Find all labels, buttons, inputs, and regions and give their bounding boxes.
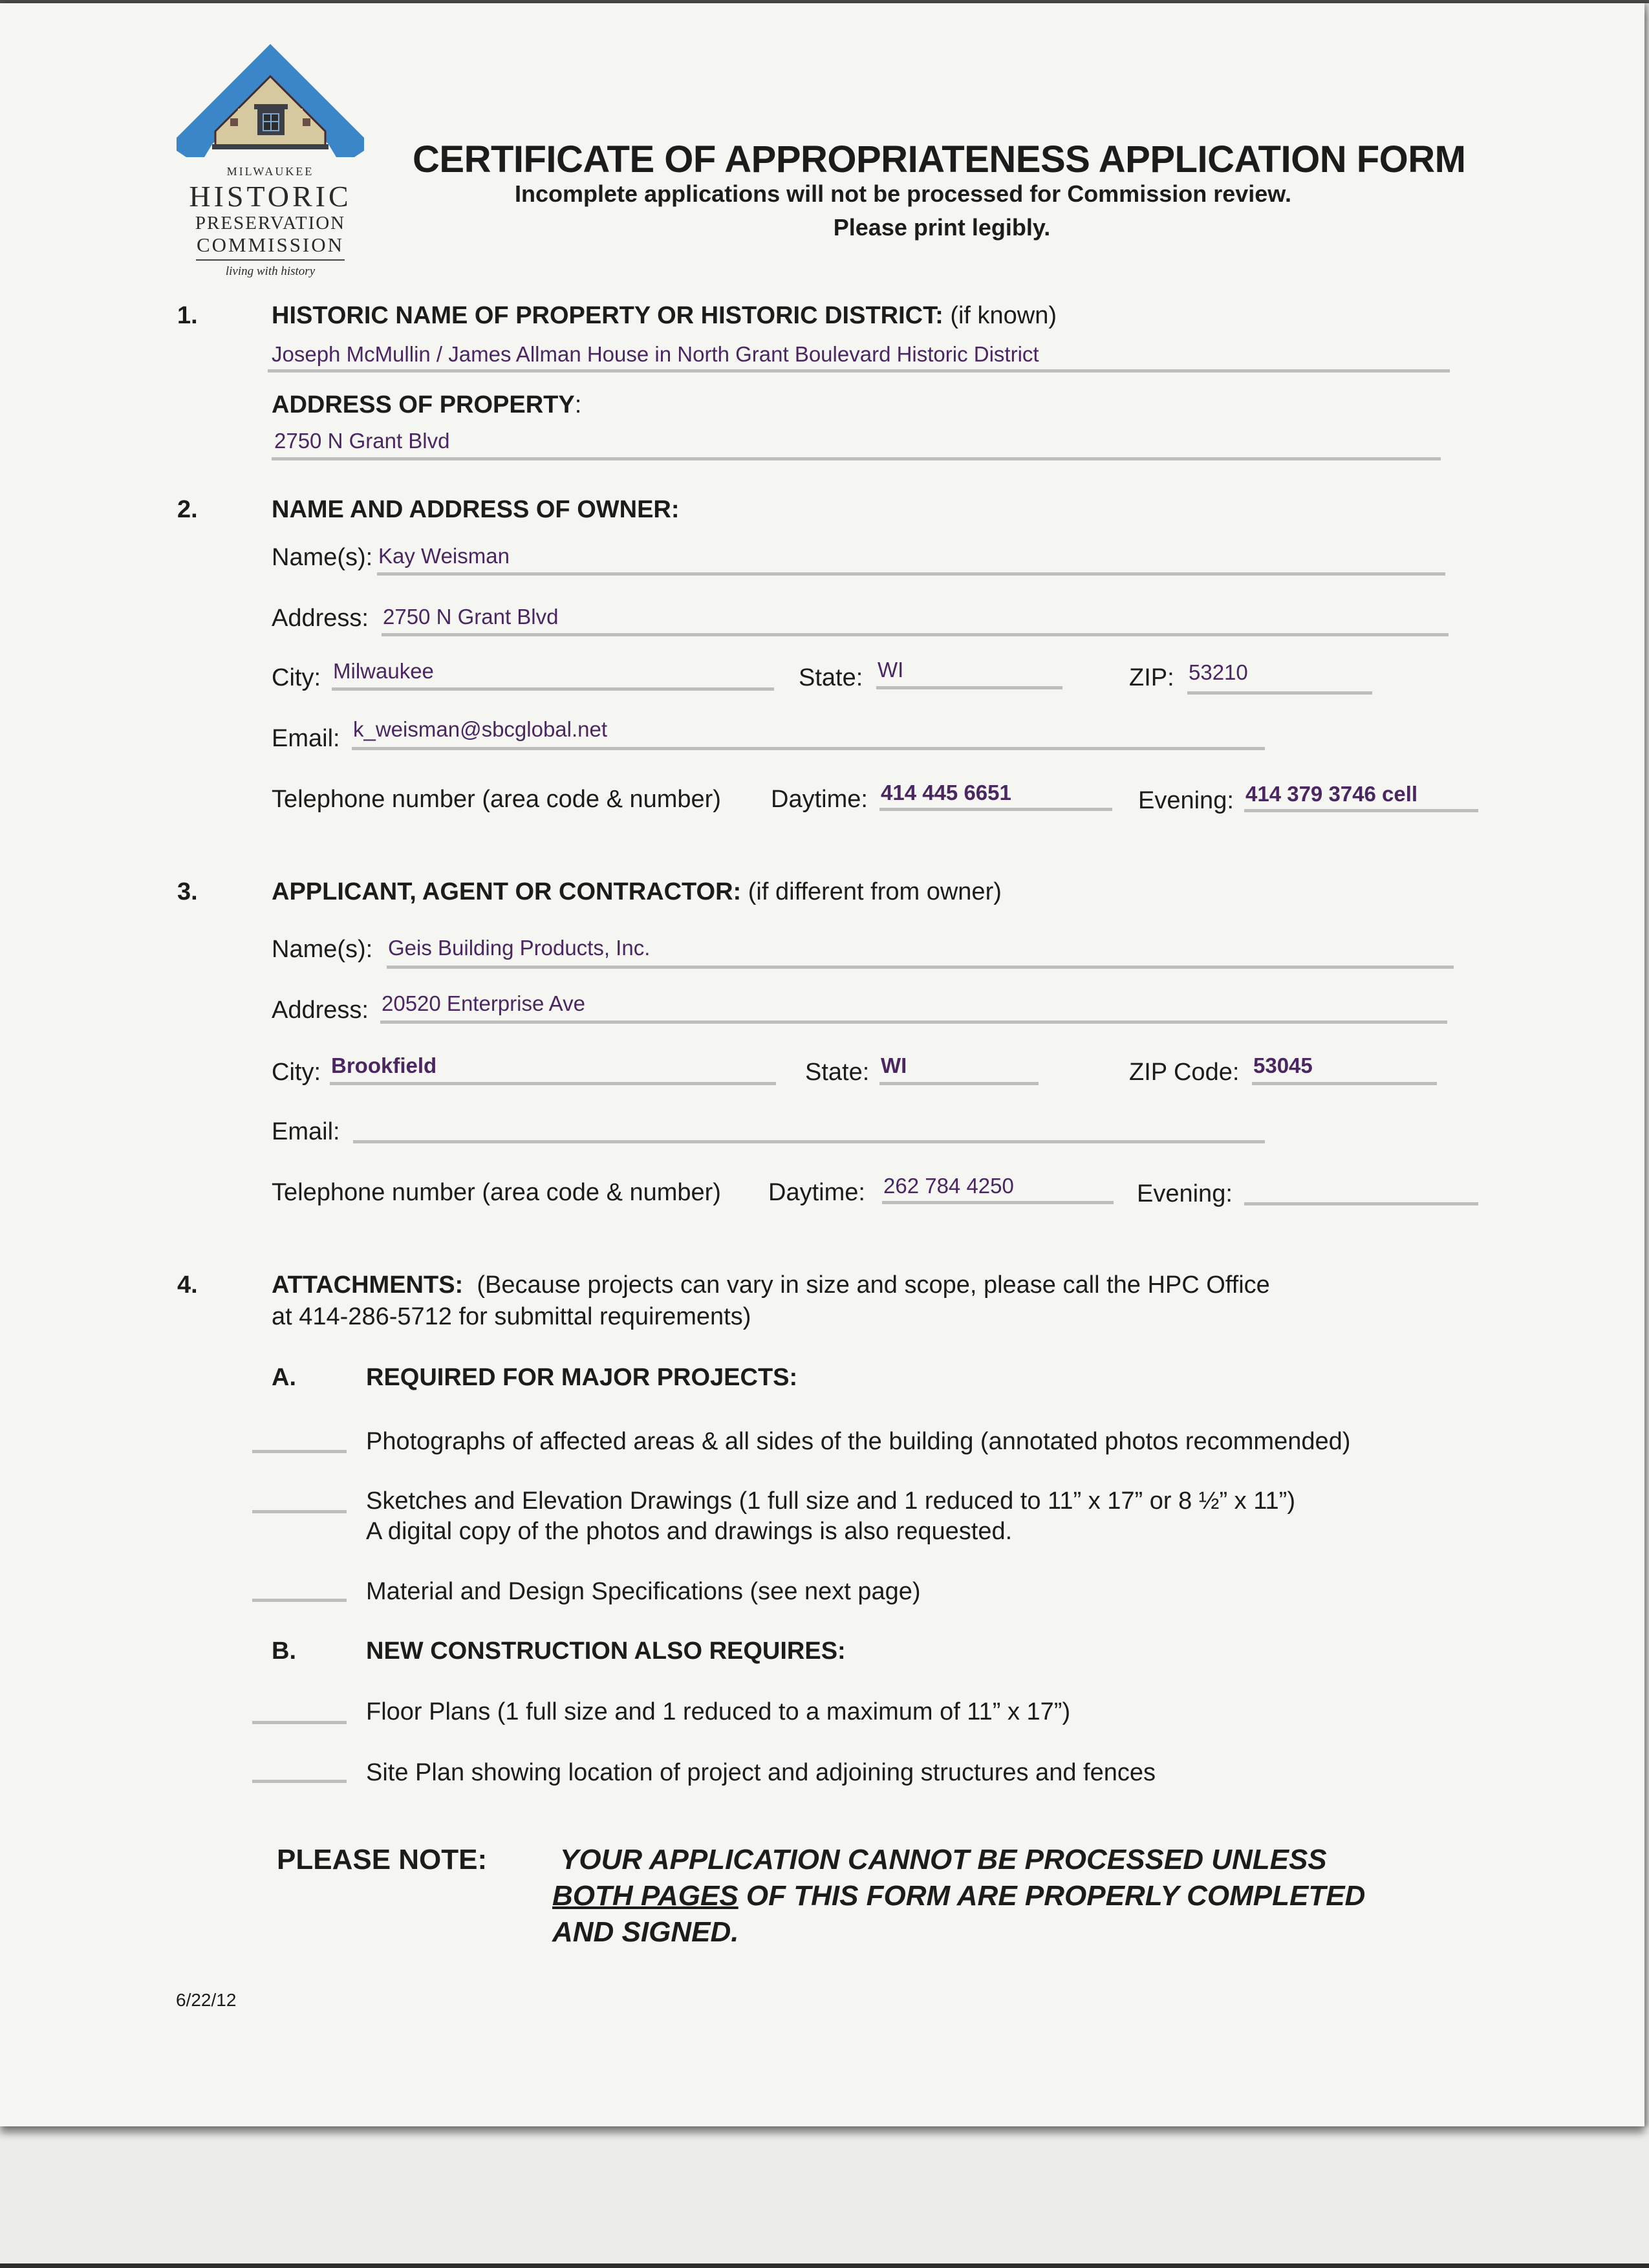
- owner-city-underline: [332, 687, 774, 691]
- applicant-daytime-underline: [882, 1201, 1114, 1204]
- section-1-heading-text: HISTORIC NAME OF PROPERTY OR HISTORIC DISTRICT:: [272, 302, 943, 329]
- checkbox-line-sketches[interactable]: [252, 1510, 347, 1513]
- attachment-sketches-note: A digital copy of the photos and drawings is also requested.: [366, 1518, 1013, 1545]
- section-4-heading-text: ATTACHMENTS:: [272, 1271, 464, 1299]
- checkbox-line-photographs[interactable]: [252, 1450, 347, 1453]
- house-gable-icon: [167, 41, 374, 157]
- section-1-heading-note: (if known): [950, 302, 1057, 329]
- section-3-heading-text: APPLICANT, AGENT OR CONTRACTOR:: [272, 878, 742, 905]
- applicant-evening-label: Evening:: [1137, 1180, 1233, 1207]
- section-3-number: 3.: [177, 878, 198, 905]
- subsection-b-heading: NEW CONSTRUCTION ALSO REQUIRES:: [366, 1637, 846, 1665]
- owner-phone-label: Telephone number (area code & number): [272, 786, 721, 813]
- owner-zip-label: ZIP:: [1129, 664, 1174, 691]
- applicant-name-label: Name(s):: [272, 936, 373, 963]
- logo-preservation: PRESERVATION: [195, 213, 346, 233]
- logo-city: MILWAUKEE: [226, 165, 314, 178]
- applicant-zip-label: ZIP Code:: [1129, 1059, 1240, 1086]
- section-2-heading: NAME AND ADDRESS OF OWNER:: [272, 496, 680, 523]
- applicant-email-label: Email:: [272, 1118, 340, 1145]
- applicant-address-field[interactable]: 20520 Enterprise Ave: [382, 991, 585, 1015]
- owner-name-field[interactable]: Kay Weisman: [378, 544, 510, 568]
- applicant-phone-label: Telephone number (area code & number): [272, 1179, 721, 1206]
- section-4-number: 4.: [177, 1271, 198, 1299]
- scanner-background: [0, 2134, 1649, 2268]
- owner-evening-field[interactable]: 414 379 3746 cell: [1245, 782, 1418, 806]
- owner-zip-underline: [1187, 691, 1372, 695]
- property-address-underline: [272, 457, 1441, 460]
- hpc-logo: [167, 41, 374, 286]
- owner-daytime-underline: [879, 808, 1112, 811]
- applicant-evening-underline: [1244, 1202, 1478, 1205]
- attachment-specifications: Material and Design Specifications (see next page): [366, 1578, 921, 1605]
- owner-evening-label: Evening:: [1138, 787, 1234, 814]
- applicant-state-label: State:: [805, 1059, 870, 1086]
- owner-email-underline: [352, 747, 1265, 750]
- applicant-state-underline: [879, 1082, 1039, 1085]
- owner-address-label: Address:: [272, 605, 369, 632]
- applicant-zip-field[interactable]: 53045: [1253, 1053, 1313, 1077]
- historic-name-underline: [268, 369, 1450, 373]
- property-address-label: ADDRESS OF PROPERTY: [272, 391, 575, 418]
- applicant-address-underline: [380, 1021, 1447, 1024]
- owner-state-label: State:: [799, 664, 863, 691]
- attachment-photographs: Photographs of affected areas & all sides of the building (annotated photos recommended): [366, 1428, 1351, 1455]
- applicant-city-underline: [330, 1082, 776, 1085]
- attachment-floor-plans: Floor Plans (1 full size and 1 reduced to a maximum of 11” x 17”): [366, 1698, 1071, 1725]
- checkbox-line-specifications[interactable]: [252, 1599, 347, 1602]
- owner-daytime-label: Daytime:: [771, 786, 868, 813]
- subsection-a-heading: REQUIRED FOR MAJOR PROJECTS:: [366, 1364, 798, 1391]
- applicant-email-underline: [353, 1140, 1265, 1143]
- section-3-heading-note: (if different from owner): [748, 878, 1002, 905]
- attachment-site-plan: Site Plan showing location of project and adjoining structures and fences: [366, 1759, 1156, 1786]
- notice-line-1: YOUR APPLICATION CANNOT BE PROCESSED UNLESS: [560, 1844, 1327, 1875]
- section-4-heading: [272, 1271, 1270, 1299]
- logo-tagline: living with history: [225, 265, 316, 278]
- scan-bottom-edge: [0, 2263, 1649, 2268]
- owner-address-field[interactable]: 2750 N Grant Blvd: [383, 605, 559, 629]
- property-address-field[interactable]: 2750 N Grant Blvd: [274, 429, 450, 453]
- applicant-state-field[interactable]: WI: [881, 1053, 907, 1077]
- applicant-zip-underline: [1252, 1082, 1437, 1085]
- form-subtitle: Incomplete applications will not be processed for Commission review.: [515, 180, 1291, 207]
- owner-city-label: City:: [272, 664, 321, 691]
- owner-name-label: Name(s):: [272, 544, 373, 571]
- applicant-name-underline: [387, 966, 1454, 969]
- property-address-colon: :: [574, 391, 582, 418]
- section-3-heading: [272, 878, 1002, 906]
- owner-email-label: Email:: [272, 725, 340, 752]
- checkbox-line-site-plan[interactable]: [252, 1780, 347, 1783]
- section-1-heading: [272, 302, 1057, 330]
- form-instruction: Please print legibly.: [833, 214, 1051, 241]
- notice-line-3: AND SIGNED.: [552, 1916, 739, 1948]
- logo-historic: HISTORIC: [189, 180, 352, 213]
- applicant-name-field[interactable]: Geis Building Products, Inc.: [388, 936, 651, 960]
- notice-emphasis: BOTH PAGES: [552, 1880, 738, 1912]
- section-4-note-line-1: (Because projects can vary in size and scope, please call the HPC Office: [477, 1271, 1270, 1299]
- section-2-number: 2.: [177, 496, 198, 523]
- applicant-city-field[interactable]: Brookfield: [331, 1053, 437, 1077]
- owner-address-underline: [382, 633, 1449, 636]
- form-page: [0, 3, 1644, 2126]
- owner-zip-field[interactable]: 53210: [1189, 660, 1248, 684]
- owner-state-field[interactable]: WI: [878, 658, 904, 682]
- historic-name-field[interactable]: Joseph McMullin / James Allman House in North Grant Boulevard Historic District: [272, 342, 1039, 366]
- property-address-heading: [272, 391, 581, 419]
- applicant-daytime-label: Daytime:: [768, 1179, 865, 1206]
- owner-name-underline: [377, 572, 1445, 576]
- owner-city-field[interactable]: Milwaukee: [333, 659, 434, 683]
- form-title: CERTIFICATE OF APPROPRIATENESS APPLICATION FORM: [413, 138, 1466, 180]
- subsection-a-letter: A.: [272, 1364, 296, 1391]
- notice-line-2: [552, 1880, 1365, 1912]
- section-4-note-line-2: at 414-286-5712 for submittal requirements): [272, 1303, 751, 1330]
- owner-evening-underline: [1244, 809, 1478, 812]
- subsection-b-letter: B.: [272, 1637, 296, 1665]
- owner-daytime-field[interactable]: 414 445 6651: [881, 781, 1011, 805]
- checkbox-line-floor-plans[interactable]: [252, 1721, 347, 1724]
- section-1-number: 1.: [177, 302, 198, 329]
- logo-divider: [196, 259, 345, 261]
- applicant-daytime-field[interactable]: 262 784 4250: [883, 1174, 1014, 1198]
- owner-state-underline: [876, 686, 1062, 689]
- owner-email-field[interactable]: k_weisman@sbcglobal.net: [353, 717, 608, 741]
- notice-line-2-rest: OF THIS FORM ARE PROPERLY COMPLETED: [738, 1880, 1366, 1912]
- notice-label: PLEASE NOTE:: [277, 1844, 488, 1875]
- attachment-sketches: Sketches and Elevation Drawings (1 full size and 1 reduced to 11” x 17” or 8 ½” x 11”): [366, 1487, 1295, 1515]
- revision-date: 6/22/12: [176, 1990, 237, 2010]
- logo-commission: COMMISSION: [196, 233, 345, 256]
- applicant-city-label: City:: [272, 1059, 321, 1086]
- applicant-address-label: Address:: [272, 997, 369, 1024]
